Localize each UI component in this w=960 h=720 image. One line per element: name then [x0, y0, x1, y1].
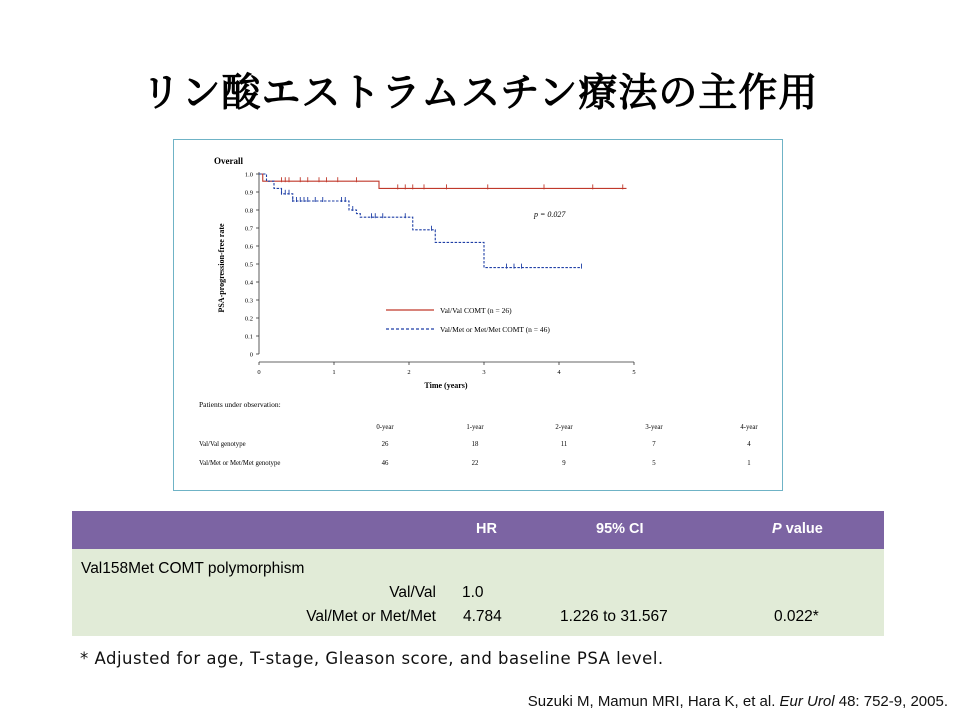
patients-col-header: 3-year — [645, 424, 663, 431]
header-ci: 95% CI — [596, 521, 644, 537]
y-tick-label: 0.4 — [244, 279, 253, 287]
patients-cell: 4 — [747, 441, 751, 448]
y-tick-label: 0.1 — [244, 333, 253, 341]
km-chart — [174, 140, 782, 490]
citation-authors: Suzuki M, Mamun MRI, Hara K, et al. — [527, 693, 780, 710]
slide-title: リン酸エストラムスチン療法の主作用 — [141, 71, 819, 116]
y-tick-label: 0.2 — [244, 315, 253, 323]
patients-row-label: Val/Met or Met/Met genotype — [199, 460, 281, 467]
legend — [386, 306, 550, 334]
y-axis — [245, 172, 259, 359]
footnote: * Adjusted for age, T-stage, Gleason score, and baseline PSA level. — [80, 649, 664, 668]
patients-cell: 46 — [381, 460, 389, 467]
y-tick-label: 0.3 — [244, 297, 253, 305]
y-tick-label: 0.9 — [244, 189, 253, 197]
row-label-valval: Val/Val — [389, 584, 436, 601]
y-tick-label: 0 — [249, 351, 253, 359]
x-tick-label: 1 — [332, 369, 336, 376]
patients-col-header: 2-year — [555, 424, 573, 431]
y-tick-label: 0.7 — [244, 225, 253, 233]
series-line-0 — [259, 174, 627, 188]
y-tick-label: 0.6 — [244, 243, 253, 251]
x-axis — [257, 362, 635, 376]
citation — [528, 693, 948, 710]
legend-label-valval: Val/Val COMT (n = 26) — [440, 306, 512, 315]
results-header — [72, 511, 884, 549]
results-table — [72, 511, 884, 636]
patients-cell: 1 — [747, 460, 751, 467]
header-p-italic: P — [772, 521, 782, 537]
results-body — [72, 549, 884, 636]
patients-cell: 5 — [652, 460, 656, 467]
chart-title: Overall — [214, 156, 243, 166]
patients-cell: 22 — [471, 460, 479, 467]
citation-journal: Eur Urol — [779, 693, 835, 710]
series-lines — [259, 174, 627, 268]
censor-marks — [282, 177, 623, 268]
patients-table — [199, 424, 758, 467]
row-ci-valmet: 1.226 to 31.567 — [560, 608, 668, 625]
section-label: Val158Met COMT polymorphism — [81, 560, 305, 577]
header-p — [772, 521, 823, 537]
patients-cell: 26 — [381, 441, 389, 448]
patients-col-header: 0-year — [376, 424, 394, 431]
patients-cell: 7 — [652, 441, 656, 448]
patients-col-header: 1-year — [466, 424, 484, 431]
p-value-annotation: p = 0.027 — [534, 210, 566, 219]
patients-cell: 18 — [471, 441, 479, 448]
x-axis-label: Time (years) — [424, 381, 468, 390]
patients-cell: 9 — [562, 460, 566, 467]
y-tick-label: 1.0 — [244, 171, 253, 179]
row-hr-valmet: 4.784 — [463, 608, 502, 625]
patients-col-header: 4-year — [740, 424, 758, 431]
y-tick-label: 0.5 — [244, 261, 253, 269]
patients-caption: Patients under observation: — [199, 400, 281, 409]
x-tick-label: 3 — [482, 369, 486, 376]
citation-details: 48: 752-9, 2005. — [834, 693, 948, 710]
patients-row-label: Val/Val genotype — [199, 441, 246, 448]
row-label-valmet: Val/Met or Met/Met — [306, 608, 436, 625]
header-hr: HR — [476, 521, 497, 537]
row-hr-valval: 1.0 — [462, 584, 484, 601]
legend-label-valmet: Val/Met or Met/Met COMT (n = 46) — [440, 325, 550, 334]
header-p-rest: value — [781, 521, 823, 537]
x-tick-label: 4 — [557, 369, 561, 376]
y-tick-label: 0.8 — [244, 207, 253, 215]
x-tick-label: 2 — [407, 369, 411, 376]
row-p-valmet: 0.022* — [774, 608, 819, 625]
x-tick-label: 0 — [257, 369, 261, 376]
km-figure — [173, 139, 783, 491]
x-tick-label: 5 — [632, 369, 636, 376]
y-axis-label: PSA-progression-free rate — [217, 223, 226, 313]
patients-cell: 11 — [560, 441, 568, 448]
